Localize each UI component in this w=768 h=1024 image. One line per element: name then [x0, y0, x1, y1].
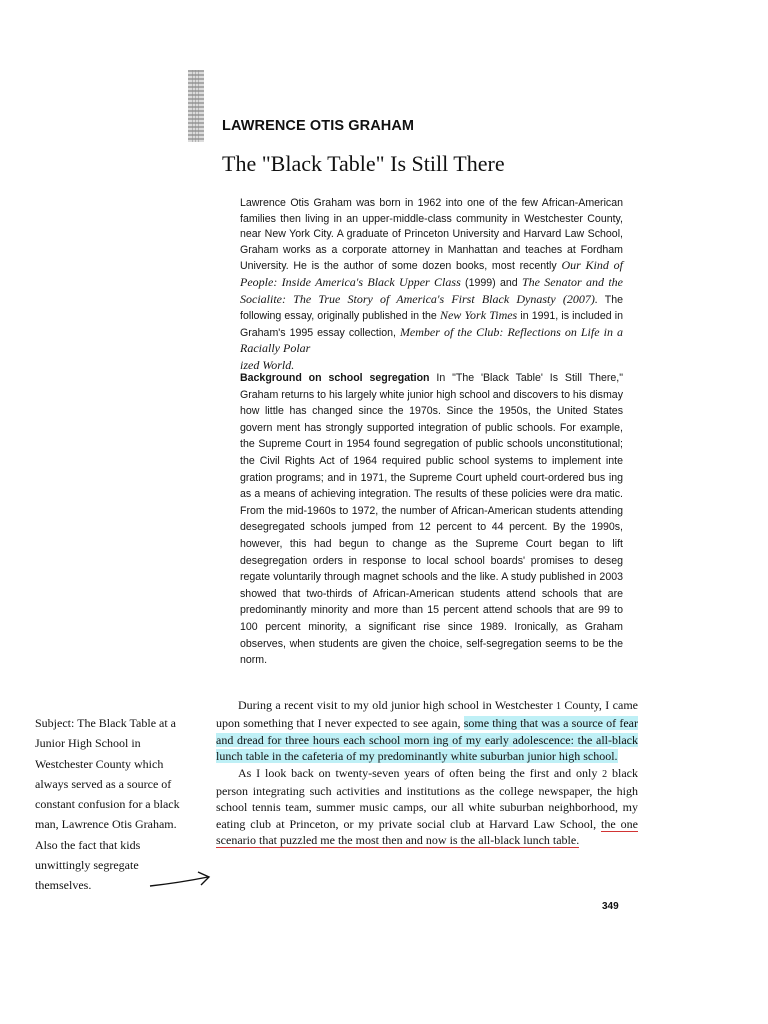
- headnote-text-3: The following essay, originally published in the: [240, 293, 624, 323]
- highlighted-passage: some thing that was a source of fear and dread for three hours each school morn ing of my early adolescence: the all-black lunch table in the cafeteria of my predominantly white suburban junior high school.: [216, 716, 638, 764]
- underlined-passage: the one scenario that puzzled me the most then and now is the all-black lunch table.: [216, 816, 638, 848]
- essay-p1-text: During a recent visit to my old junior high school in Westchester: [238, 698, 556, 712]
- background-section: [240, 370, 623, 669]
- essay-p2-text-2: black person integrating such activities and institutions as the college newspaper, the high school tennis team, summer music camps, our all white suburban neighborhood, my eating club at Princeton, or my private social club at Harvard Law School,: [216, 765, 638, 831]
- annotation-arrow-icon: [148, 868, 214, 892]
- headnote-text-1: Lawrence Otis Graham was born in 1962 into one of the few African-American families then living in an upper-middle-class community in Westchester County, near New York City. A graduate of Princeton University and Harvard Law School, Graham works as a corporate attorney in Manhattan and teaches at Fordham University. He is the author of some dozen books, most recently: [240, 197, 623, 273]
- headnote-book-2: The Senator and the Socialite: The True Story of America's First Black Dynasty (2007).: [240, 274, 624, 306]
- essay-p2-text: As I look back on twenty-seven years of often being the first and only: [238, 765, 603, 780]
- essay-paragraph-1: [216, 697, 638, 765]
- author-headnote: [240, 196, 623, 374]
- background-text: In "The 'Black Table' Is Still There," Graham returns to his largely white junior high school and discovers to his dismay how little has changed since the 1970s. Since the 1950s, the United States govern ment has strongly supported integration of public schools. For example, the Supreme Court in 1954 found segregation of public schools unconstitutional; the Civil Rights Act of 1964 required public school systems to implement inte gration programs; and in 1971, the Supreme Court upheld court-ordered bus ing as a means of achieving integration. The results of these policies were dra matic. From the mid-1960s to 1972, the number of African-American students attending desegregated schools jumped from 12 percent to 44 percent. By the 1990s, however, this had begun to change as the Supreme Court began to lift desegregation orders in response to local school boards' promises to deseg regate voluntarily through magnet schools and the like. A study published in 2003 showed that two-thirds of African-American students attend schools that are predominantly minority and more than 15 percent attend schools that are 99 to 100 percent minority, a significant rise since 1989. Ironically, as Graham observes, when students are given the choice, self-segregation seems to be the norm.: [240, 372, 623, 667]
- essay-title: The "Black Table" Is Still There: [222, 151, 505, 176]
- headnote-text-4: in 1991, is included in Graham's 1995 essay collection,: [240, 310, 623, 339]
- headnote-book-1: Our Kind of People: Inside America's Black Upper Class: [240, 258, 624, 289]
- margin-annotation: Subject: The Black Table at a Junior High School in Westchester County which always served as a source of constant confusion for a black man, Lawrence Otis Graham. Also the fact that kids unwittingly segregate themselves.: [35, 716, 180, 893]
- essay-paragraph-2: [216, 765, 638, 849]
- author-name: LAWRENCE OTIS GRAHAM: [222, 118, 415, 134]
- paragraph-number-2: 2: [602, 768, 608, 780]
- background-heading: Background on school segregation: [240, 372, 430, 384]
- headnote-book-3: New York Times: [439, 308, 518, 323]
- headnote-book-4: Member of the Club: Reflections on Life in a Racially Polar: [240, 324, 623, 356]
- paragraph-number-1: 1: [555, 701, 561, 712]
- essay-p1-text-2: County, I came upon something that I never expected to see again,: [216, 698, 638, 731]
- headnote-text-2: (1999) and: [460, 276, 522, 289]
- page-number: 349: [602, 901, 619, 912]
- page-binding-shadow: [188, 70, 204, 142]
- headnote-book-4-tail: ized World.: [240, 357, 295, 372]
- essay-body: [216, 697, 638, 849]
